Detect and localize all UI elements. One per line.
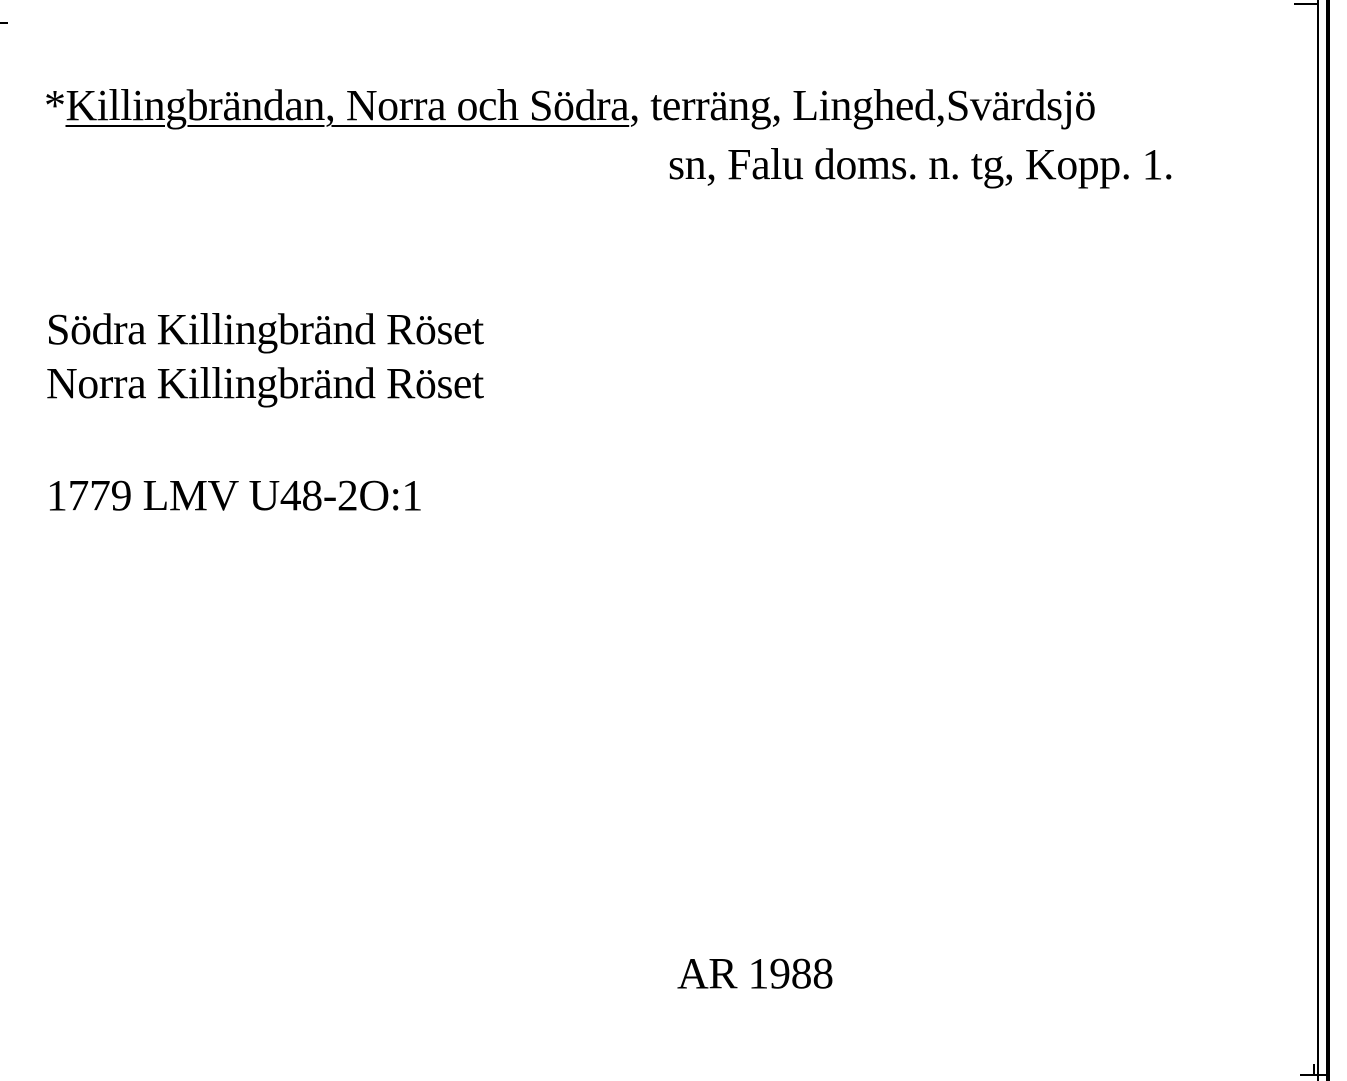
heading-description: , terräng, Linghed,Svärdsjö bbox=[629, 81, 1096, 130]
scan-corner-tick bbox=[1313, 1064, 1315, 1076]
scan-edge-line bbox=[1317, 0, 1319, 1081]
heading-continuation: sn, Falu doms. n. tg, Kopp. 1. bbox=[668, 140, 1174, 189]
name-variant: Södra Killingbränd Röset bbox=[46, 305, 484, 354]
place-name: Killingbrändan, Norra och Södra bbox=[65, 81, 630, 130]
scan-edge-mark bbox=[0, 22, 8, 24]
scan-corner-mark-bottom bbox=[1300, 1074, 1330, 1076]
card-heading bbox=[44, 81, 1096, 130]
card-right-border bbox=[1326, 0, 1330, 1081]
scan-corner-mark-top bbox=[1294, 3, 1318, 5]
card-signature: AR 1988 bbox=[677, 949, 834, 998]
source-reference: 1779 LMV U48-2O:1 bbox=[46, 471, 423, 520]
entry-marker: * bbox=[44, 81, 66, 130]
name-variant: Norra Killingbränd Röset bbox=[46, 359, 484, 408]
